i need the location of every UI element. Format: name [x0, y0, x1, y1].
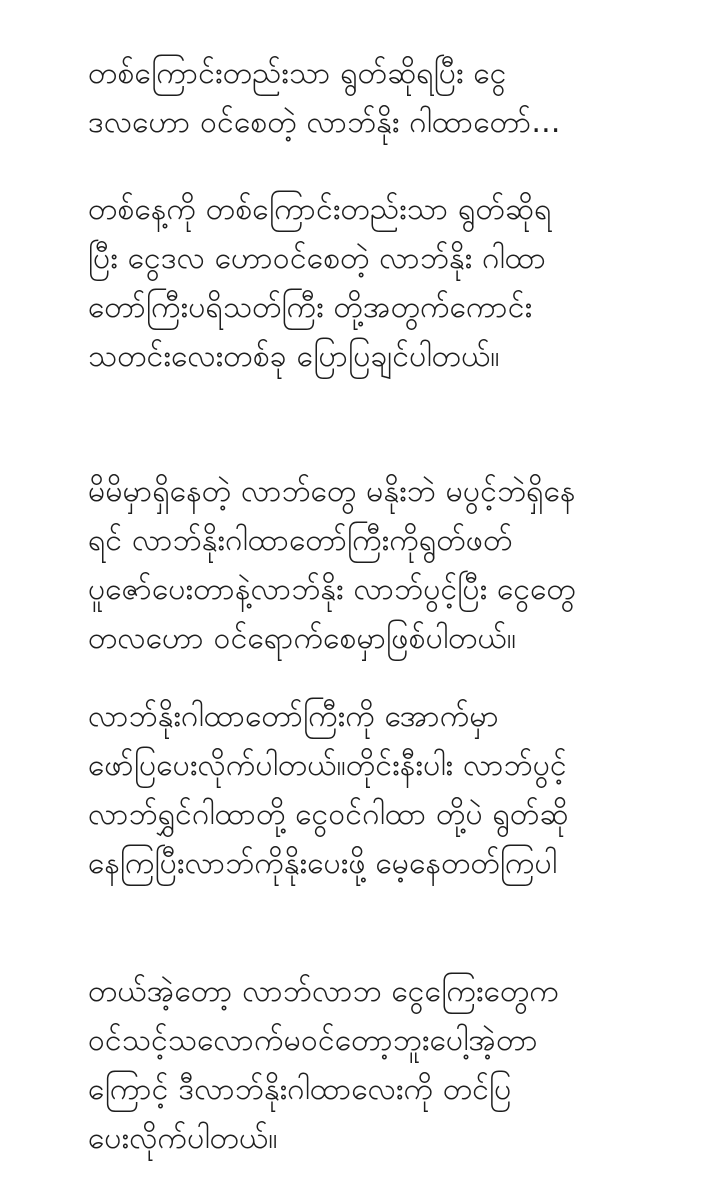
- text-line: နေကြပြီးလာဘ်ကိုနိုးပေးဖို့ မေ့နေတတ်ကြပါ: [88, 846, 558, 881]
- text-line: ပြီး ငွေဒလ ဟောဝင်စေတဲ့ လာဘ်နိုး ဂါထာ: [88, 241, 547, 276]
- text-line: တော်ကြီးပရိသတ်ကြီး တို့အတွက်ကောင်း: [88, 290, 533, 325]
- text-line: ရင် လာဘ်နိုးဂါထာတော်ကြီးကိုရွတ်ဖတ်: [88, 523, 513, 558]
- text-line: ပူဇော်ပေးတာနဲ့လာဘ်နိုး လာဘ်ပွင့်ပြီး ငွေတွေ: [88, 572, 576, 607]
- paragraph-3: [88, 467, 688, 663]
- text-line: ဝင်သင့်သလောက်မဝင်တော့ဘူးပေါ့အဲ့တာ: [88, 1023, 538, 1058]
- text-line: လာဘ်နိုးဂါထာတော်ကြီးကို အောက်မှာ: [88, 699, 500, 734]
- text-line: ဖော်ပြပေးလိုက်ပါတယ်။တိုင်းနီးပါး လာဘ်ပွင့်: [88, 748, 567, 783]
- text-line: ကြောင့် ဒီလာဘ်နိုးဂါထာလေးကို တင်ပြ: [88, 1072, 512, 1107]
- text-line: တစ်ကြောင်းတည်းသာ ရွတ်ဆိုရပြီး ငွေ: [88, 56, 507, 91]
- text-line: ဒလဟော ဝင်စေတဲ့ လာဘ်နိုး ဂါထာတော်...: [88, 105, 561, 140]
- paragraph-4: [88, 692, 688, 888]
- paragraph-1: [88, 49, 688, 147]
- text-line: တစ်နေ့ကို တစ်ကြောင်းတည်းသာ ရွတ်ဆိုရ: [88, 192, 552, 227]
- text-line: တလဟော ဝင်ရောက်စေမှာဖြစ်ပါတယ်။: [88, 621, 517, 656]
- text-line: တယ်အဲ့တော့ လာဘ်လာဘ ငွေကြေးတွေက: [88, 974, 559, 1009]
- text-line: လာဘ်ရွှင်ဂါထာတို့ ငွေဝင်ဂါထာ တို့ပဲ ရွတ်ဆို: [88, 797, 569, 832]
- paragraph-5: [88, 967, 688, 1163]
- text-line: မိမိမှာရှိနေတဲ့ လာဘ်တွေ မနိုးဘဲ မပွင့်ဘဲရှိနေ: [88, 474, 576, 509]
- paragraph-2: [88, 185, 688, 381]
- text-line: ပေးလိုက်ပါတယ်။: [88, 1121, 278, 1156]
- text-line: သတင်းလေးတစ်ခု ပြောပြချင်ပါတယ်။: [88, 339, 500, 374]
